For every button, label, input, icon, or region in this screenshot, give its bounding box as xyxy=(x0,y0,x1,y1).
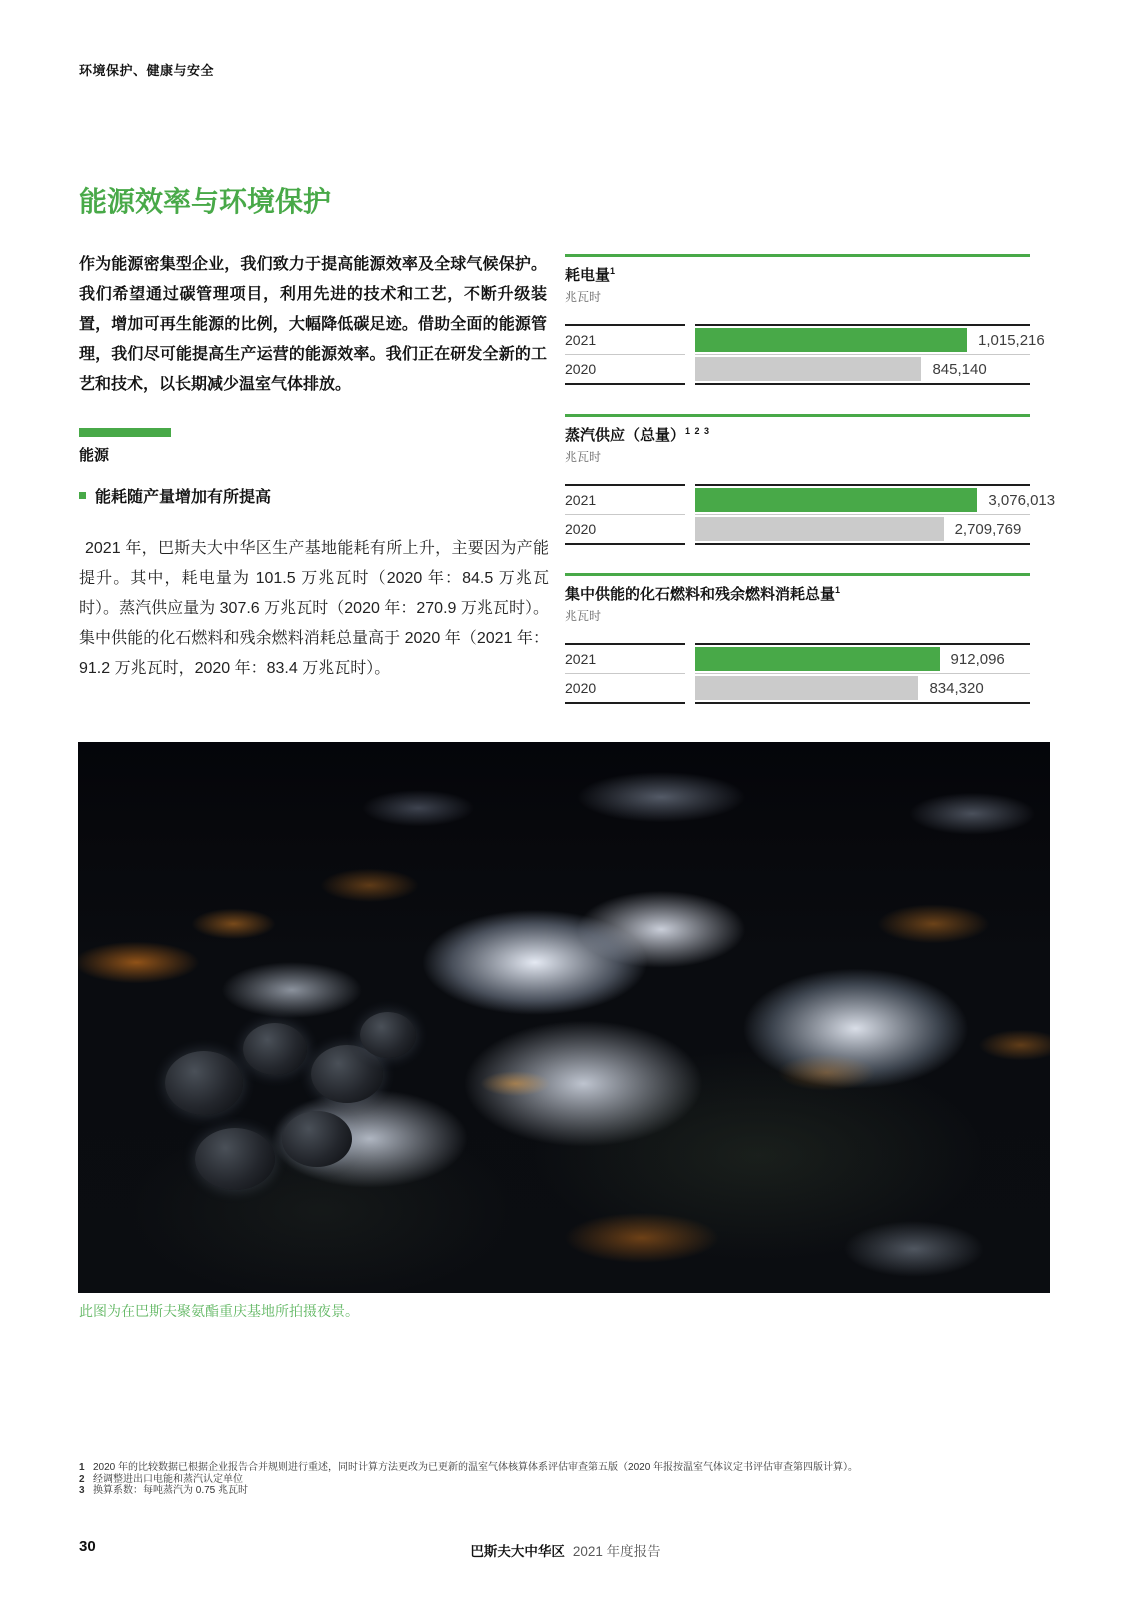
chart-top-rule xyxy=(565,414,1030,417)
footnote xyxy=(79,1474,1074,1486)
chart-title xyxy=(565,264,616,285)
footer xyxy=(0,1540,1131,1560)
square-bullet-icon xyxy=(79,492,86,499)
bar-value: 3,076,013 xyxy=(988,491,1056,509)
chart-title-footnote-ref: 1 xyxy=(835,585,842,595)
chart-top-rule xyxy=(565,254,1030,257)
footer-brand: 巴斯夫大中华区 xyxy=(470,1544,565,1559)
footnotes xyxy=(79,1462,1074,1497)
bar-2021 xyxy=(695,328,967,352)
storage-tank xyxy=(195,1128,275,1190)
bar-value: 1,015,216 xyxy=(978,331,1045,349)
footnote-text: 2020 年的比较数据已根据企业报告合并规则进行重述，同时计算方法更改为已更新的温室气体核算体系评估审查第五版（2020 年报按温室气体议定书评估审查第四版计算）。 xyxy=(93,1462,859,1473)
footer-report-title: 2021 年度报告 xyxy=(572,1544,661,1559)
chart-bar-column xyxy=(695,643,1030,704)
chart-bar-column xyxy=(695,484,1056,545)
page-number: 30 xyxy=(79,1538,96,1555)
year-label: 2021 xyxy=(565,645,685,674)
storage-tank xyxy=(360,1012,416,1058)
year-label: 2021 xyxy=(565,326,685,355)
subheading-text: 能耗随产量增加有所提高 xyxy=(95,489,272,506)
bar-row xyxy=(695,674,1030,702)
chart-top-rule xyxy=(565,573,1030,576)
chart-unit: 兆瓦时 xyxy=(565,450,602,464)
chart-year-column xyxy=(565,324,685,385)
energy-section-marker xyxy=(79,428,171,465)
footnote-text: 经调整进出口电能和蒸汽认定单位 xyxy=(93,1473,243,1485)
chart-title-text: 集中供能的化石燃料和残余燃料消耗总量 xyxy=(565,586,836,603)
footnote xyxy=(79,1462,1074,1474)
intro-paragraph: 作为能源密集型企业，我们致力于提高能源效率及全球气候保护。我们希望通过碳管理项目，利用先进的技术和工艺，不断升级装置，增加可再生能源的比例，大幅降低碳足迹。借助全面的能源管理，我们尽可能提高生产运营的能源效率。我们正在研发全新的工艺和技术，以长期减少温室气体排放。 xyxy=(79,256,547,393)
chart-title-footnote-ref: 1 xyxy=(610,266,617,276)
bar-row xyxy=(695,486,1056,515)
storage-tank xyxy=(243,1023,307,1075)
bar-value: 912,096 xyxy=(950,650,1005,668)
subheading xyxy=(79,484,271,507)
bar-row xyxy=(695,645,1030,674)
bar-2020 xyxy=(695,357,921,381)
bar-row xyxy=(695,515,1030,543)
chart-title-text: 耗电量 xyxy=(565,267,611,284)
bar-2021 xyxy=(695,488,977,512)
chapter-header: 环境保护、健康与安全 xyxy=(79,63,215,78)
bar-2021 xyxy=(695,647,940,671)
footnote-text: 换算系数：每吨蒸汽为 0.75 兆瓦时 xyxy=(93,1485,249,1496)
chart-table xyxy=(565,643,1030,704)
green-bar-icon xyxy=(79,428,171,437)
footnote-number: 3 xyxy=(79,1485,85,1496)
section-label: 能源 xyxy=(79,447,110,464)
chart-fuel-consumption xyxy=(565,573,1030,705)
photo-caption: 此图为在巴斯夫聚氨酯重庆基地所拍摄夜景。 xyxy=(79,1303,359,1319)
plant-night-photo xyxy=(78,742,1050,1293)
chart-title-footnote-ref: 1 2 3 xyxy=(685,426,711,436)
chart-power-consumption xyxy=(565,254,1045,386)
bar-value: 845,140 xyxy=(932,360,987,378)
chart-unit: 兆瓦时 xyxy=(565,290,602,304)
chart-table xyxy=(565,324,1045,385)
bar-2020 xyxy=(695,676,918,700)
storage-tank xyxy=(165,1051,243,1115)
chart-year-column xyxy=(565,484,685,545)
chart-table xyxy=(565,484,1056,545)
footnote xyxy=(79,1485,1074,1497)
chart-year-column xyxy=(565,643,685,704)
chart-title xyxy=(565,424,710,445)
bar-row xyxy=(695,326,1045,355)
footnote-number: 1 xyxy=(79,1462,85,1473)
chart-steam-supply xyxy=(565,414,1056,546)
chart-title xyxy=(565,583,841,604)
year-label: 2020 xyxy=(565,521,597,537)
year-label: 2020 xyxy=(565,680,597,696)
year-label: 2021 xyxy=(565,486,685,515)
bar-value: 834,320 xyxy=(929,679,984,697)
footnote-number: 2 xyxy=(79,1473,85,1485)
bar-value: 2,709,769 xyxy=(954,520,1022,538)
body-paragraph: 2021 年，巴斯夫大中华区生产基地能耗有所上升，主要因为产能提升。其中，耗电量为 101.5 万兆瓦时（2020 年：84.5 万兆瓦时）。蒸汽供应量为 307.6 万兆瓦时（2020 年：270.9 万兆瓦时）。集中供能的化石燃料和残余燃料消耗总量高于 2020 年（2021 年：91.2 万兆瓦时，2020 年：83.4 万兆瓦时）。 xyxy=(79,540,549,677)
page-title: 能源效率与环境保护 xyxy=(79,186,332,217)
bar-row xyxy=(695,355,1030,383)
chart-unit: 兆瓦时 xyxy=(565,609,602,623)
chart-bar-column xyxy=(695,324,1045,385)
storage-tank xyxy=(282,1111,352,1167)
chart-title-text: 蒸汽供应（总量） xyxy=(565,427,686,444)
year-label: 2020 xyxy=(565,361,597,377)
bar-2020 xyxy=(695,517,944,541)
